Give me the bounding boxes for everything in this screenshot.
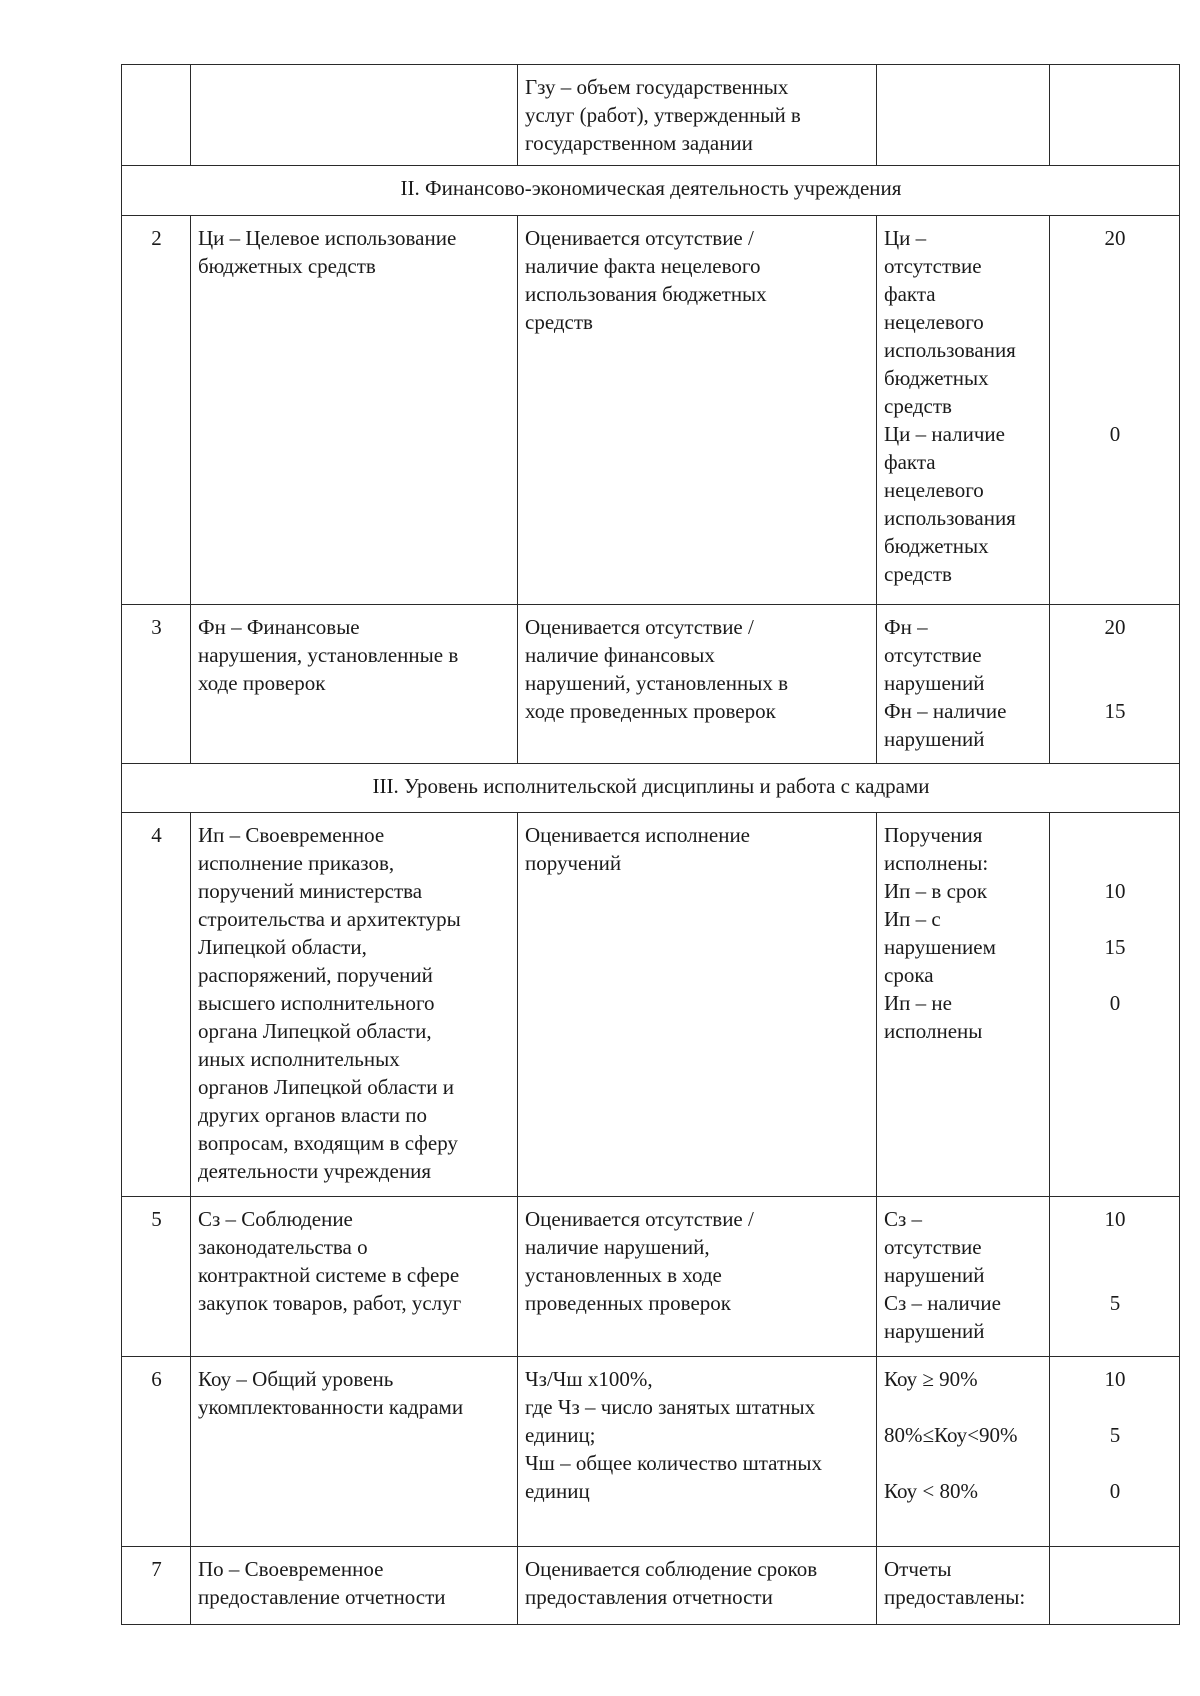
indicator-cell: Коу – Общий уровень укомплектованности кадрами (191, 1357, 518, 1547)
points-value: 15 (1104, 699, 1126, 723)
indicator-cell: Ип – Своевременное исполнение приказов, поручений министерства строительства и архитектуры Липецкой области, распоряжений, поручений высшего исполнительного органа Липецкой области, иных исполнительных органов Липецкой области и других органов власти по вопросам, входящим в сферу деятельности учреждения (191, 813, 518, 1197)
criteria-cell: Поручения исполнены: Ип – в срок Ип – с нарушением срока Ип – не исполнены (877, 813, 1050, 1197)
points-cell (1050, 65, 1180, 166)
points-value: 15 (1104, 935, 1126, 959)
points-value: 10 (1104, 1367, 1126, 1391)
table-row (122, 1197, 1180, 1357)
table-row (122, 216, 1180, 605)
points-cell (1050, 1547, 1180, 1625)
criteria-cell: Коу ≥ 90% 80%≤Коу<90% Коу < 80% (877, 1357, 1050, 1547)
indicator-cell: Ци – Целевое использование бюджетных средств (191, 216, 518, 605)
points-cell (1050, 1357, 1180, 1547)
row-number: 4 (122, 813, 191, 1197)
criteria-cell: Ци – отсутствие факта нецелевого использования бюджетных средств Ци – наличие факта нецелевого использования бюджетных средств (877, 216, 1050, 605)
points-cell (1050, 605, 1180, 764)
points-value: 10 (1104, 1207, 1126, 1231)
criteria-cell: Сз – отсутствие нарушений Сз – наличие нарушений (877, 1197, 1050, 1357)
section-title: II. Финансово-экономическая деятельность учреждения (122, 166, 1180, 216)
calculation-cell: Оценивается соблюдение сроков предоставления отчетности (518, 1547, 877, 1625)
row-number: 2 (122, 216, 191, 605)
criteria-cell: Отчеты предоставлены: (877, 1547, 1050, 1625)
evaluation-criteria-table (121, 64, 1180, 1625)
calculation-cell: Оценивается отсутствие / наличие финансовых нарушений, установленных в ходе проведенных проверок (518, 605, 877, 764)
points-value: 0 (1109, 422, 1121, 446)
criteria-cell (877, 65, 1050, 166)
points-value: 0 (1109, 991, 1121, 1015)
row-number-cell (122, 65, 191, 166)
criteria-cell: Фн – отсутствие нарушений Фн – наличие нарушений (877, 605, 1050, 764)
table-row (122, 65, 1180, 166)
row-number: 6 (122, 1357, 191, 1547)
section-title: III. Уровень исполнительской дисциплины и работа с кадрами (122, 764, 1180, 813)
row-number: 5 (122, 1197, 191, 1357)
calculation-cell: Гзу – объем государственных услуг (работ), утвержденный в государственном задании (518, 65, 877, 166)
points-cell (1050, 1197, 1180, 1357)
indicator-cell: Сз – Соблюдение законодательства о контрактной системе в сфере закупок товаров, работ, услуг (191, 1197, 518, 1357)
row-number: 7 (122, 1547, 191, 1625)
table-row (122, 1357, 1180, 1547)
indicator-cell: Фн – Финансовые нарушения, установленные в ходе проверок (191, 605, 518, 764)
points-value: 20 (1104, 226, 1126, 250)
table-row (122, 605, 1180, 764)
calculation-cell: Чз/Чш х100%, где Чз – число занятых штатных единиц; Чш – общее количество штатных единиц (518, 1357, 877, 1547)
table-row (122, 1547, 1180, 1625)
table-row (122, 813, 1180, 1197)
points-value: 5 (1109, 1423, 1121, 1447)
points-cell (1050, 216, 1180, 605)
points-value: 0 (1109, 1479, 1121, 1503)
section-row (122, 764, 1180, 813)
row-number: 3 (122, 605, 191, 764)
points-value: 20 (1104, 615, 1126, 639)
indicator-cell: По – Своевременное предоставление отчетности (191, 1547, 518, 1625)
points-value: 10 (1104, 879, 1126, 903)
points-cell (1050, 813, 1180, 1197)
points-value: 5 (1109, 1291, 1121, 1315)
calculation-cell: Оценивается отсутствие / наличие факта нецелевого использования бюджетных средств (518, 216, 877, 605)
calculation-cell: Оценивается исполнение поручений (518, 813, 877, 1197)
indicator-cell (191, 65, 518, 166)
section-row (122, 166, 1180, 216)
calculation-cell: Оценивается отсутствие / наличие нарушений, установленных в ходе проведенных проверок (518, 1197, 877, 1357)
